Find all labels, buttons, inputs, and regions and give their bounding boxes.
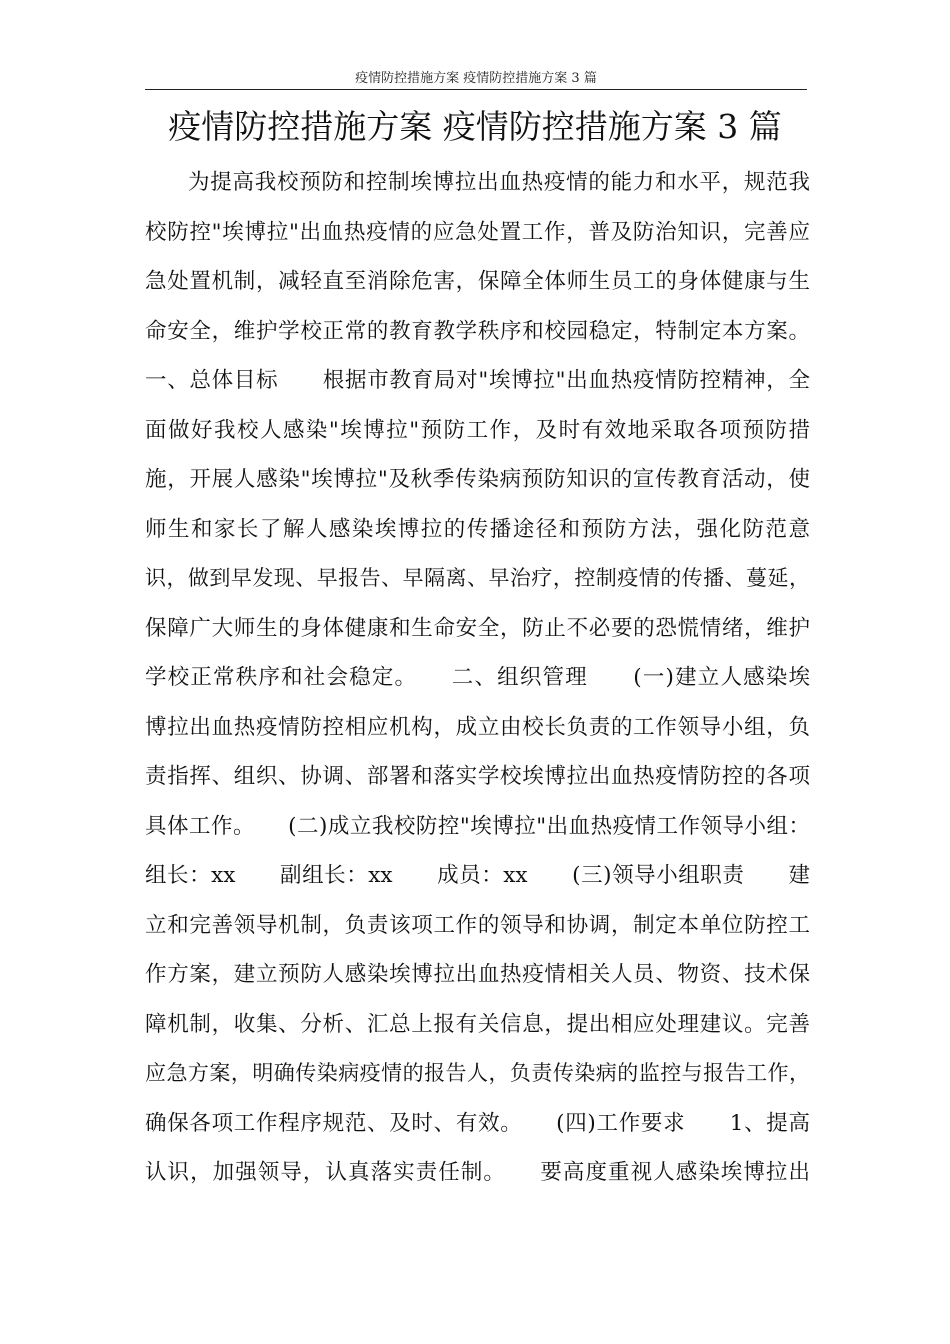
body-line: 认识，加强领导，认真落实责任制。 要高度重视人感染埃博拉出 [145, 1160, 810, 1185]
body-line: 为提高我校预防和控制埃博拉出血热疫情的能力和水平，规范我 [188, 170, 810, 195]
body-line: 保障广大师生的身体健康和生命安全，防止不必要的恐慌情绪，维护 [145, 615, 810, 641]
body-line: 校防控"埃博拉"出血热疫情的应急处置工作，普及防治知识，完善应 [145, 219, 810, 245]
body-line: 责指挥、组织、协调、部署和落实学校埃博拉出血热疫情防控的各项 [145, 764, 810, 789]
body-line: 面做好我校人感染"埃博拉"预防工作，及时有效地采取各项预防措 [145, 417, 810, 443]
body-line: 作方案，建立预防人感染埃博拉出血热疫情相关人员、物资、技术保 [145, 962, 810, 987]
body-line: 障机制，收集、分析、汇总上报有关信息，提出相应处理建议。完善 [145, 1011, 810, 1037]
body-line: 确保各项工作程序规范、及时、有效。 (四)工作要求 1、提高 [145, 1110, 810, 1136]
body-line: 一、总体目标 根据市教育局对"埃博拉"出血热疫情防控精神，全 [145, 368, 810, 393]
body-line: 急处置机制，减轻直至消除危害，保障全体师生员工的身体健康与生 [145, 269, 810, 294]
body-line: 施，开展人感染"埃博拉"及秋季传染病预防知识的宣传教育活动，使 [145, 467, 810, 492]
body-line: 应急方案，明确传染病疫情的报告人，负责传染病的监控与报告工作， [145, 1061, 810, 1085]
body-line: 立和完善领导机制，负责该项工作的领导和协调，制定本单位防控工 [145, 912, 810, 938]
header-rule [145, 89, 807, 90]
body-line: 命安全，维护学校正常的教育教学秩序和校园稳定，特制定本方案。 [145, 318, 810, 344]
body-line: 博拉出血热疫情防控相应机构，成立由校长负责的工作领导小组，负 [145, 714, 810, 740]
document-title: 疫情防控措施方案 疫情防控措施方案 3 篇 [168, 107, 782, 146]
running-header: 疫情防控措施方案 疫情防控措施方案 3 篇 [355, 71, 597, 86]
body-line: 师生和家长了解人感染埃博拉的传播途径和预防方法，强化防范意 [145, 516, 810, 542]
body-line: 识，做到早发现、早报告、早隔离、早治疗，控制疫情的传播、蔓延， [145, 566, 810, 590]
body-text [145, 158, 810, 1198]
body-line: 学校正常秩序和社会稳定。 二、组织管理 (一)建立人感染埃 [145, 665, 810, 690]
body-line: 组长：xx 副组长：xx 成员：xx (三)领导小组职责 建 [145, 863, 810, 888]
body-line: 具体工作。 (二)成立我校防控"埃博拉"出血热疫情工作领导小组： [145, 813, 810, 839]
